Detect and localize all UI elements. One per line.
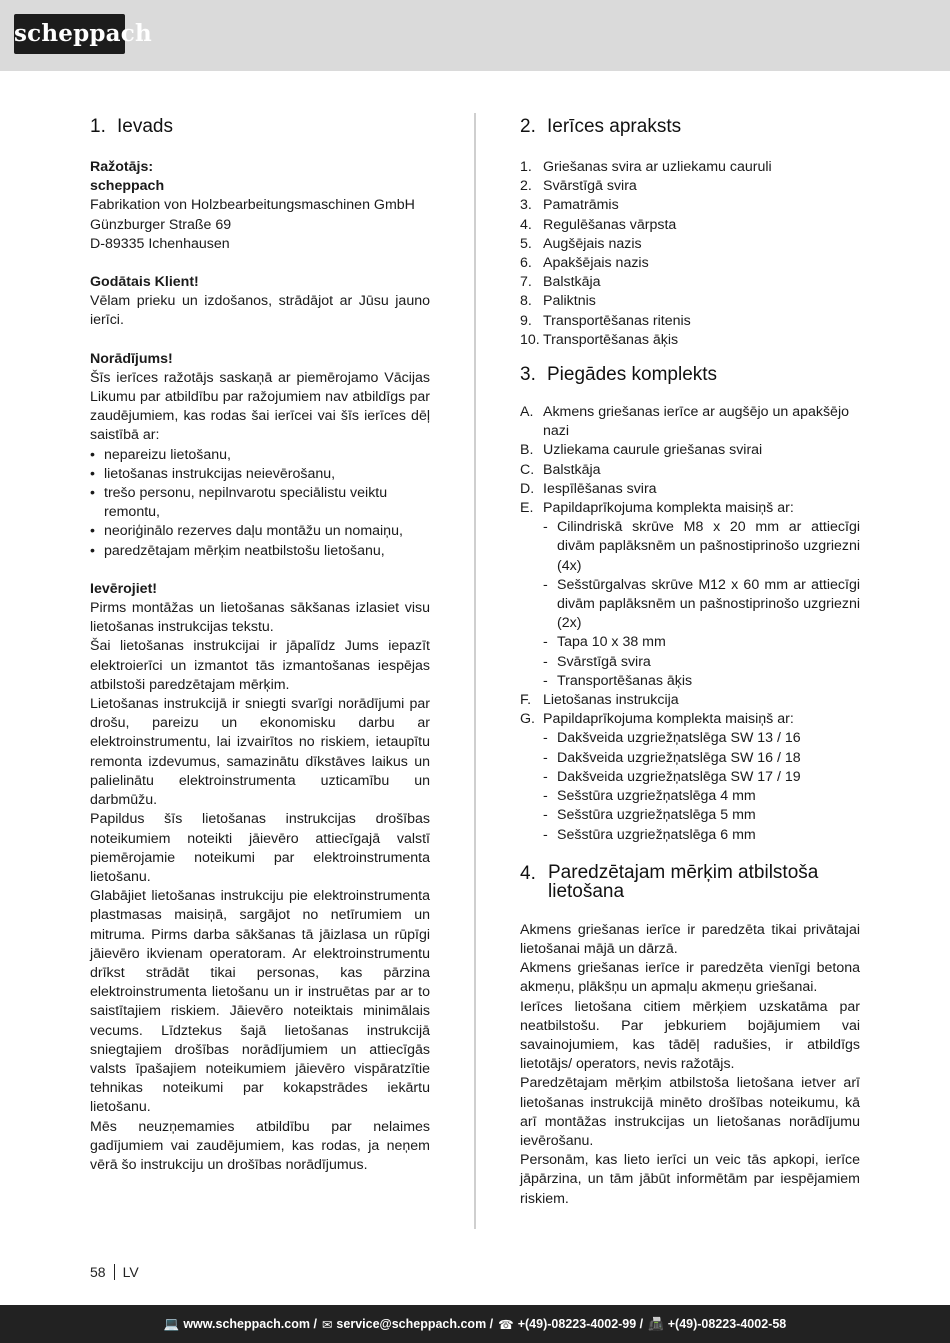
list-item: - Sešstūra uzgriežņatslēga 5 mm [543,807,756,824]
list-item: 1. Griešanas svira ar uzliekamu cauruli [520,159,772,175]
intended-use-paragraph: Akmens griešanas ierīce ir paredzēta vienīgi betona akmeņu, plākšņu un apmaļu akmeņu griešanai. [520,960,860,996]
phone-icon: ☎ [498,1317,514,1332]
greeting-label: Godātais Klient! [90,274,199,291]
intended-use-paragraph: Paredzētajam mērķim atbilstoša lietošana ietver arī lietošanas instrukcijā minēto drošības noteikumu, kā arī montāžas instrukcijas un lietošanas norādījumu ievērošanu. [520,1075,860,1149]
device-parts-list [520,158,860,350]
list-item: 3. Pamatrāmis [520,197,619,214]
list-item: 8. Paliktnis [520,293,596,310]
list-item: 7. Balstkāja [520,274,601,291]
list-item: 9. Transportēšanas ritenis [520,312,691,329]
list-item: • nepareizu lietošanu, [90,446,231,463]
list-item: 2. Svārstīgā svira [520,178,637,195]
list-item: D. Iespīlēšanas svira [520,480,657,497]
intended-use-paragraph: Akmens griešanas ierīce ir paredzēta tikai privātajai lietošanai mājā un dārzā. [520,921,860,957]
section-heading-delivery-scope: 3. Piegādes komplekts [520,364,718,386]
list-item: - Svārstīgā svira [543,653,651,670]
list-item: 6. Apakšējais nazis [520,255,649,272]
list-item: - Tapa 10 x 38 mm [543,634,666,651]
wrench-bag-list [543,729,860,844]
attention-paragraph: Glabājiet lietošanas instrukciju pie elektroinstrumenta plastmasas maisiņā, sargājot no netīrumiem un mitruma. Pirms darba sākšanas tā jāizlasa un rūpīgi jāievēro ikvienam operatoram. Ar elektroinstrumentu drīkst strādāt tikai personas, kas pārzina elektroinstrumenta lietošanu un ir instruētas par ar to saistītajiem riskiem. Jāievēro noteiktais minimālais vecums. Līdztekus šajā lietošanas instrukcijā sniegtajiem drošības norādījumiem un attiecīgās valsts īpašajiem noteikumiem jāievēro vispāratzītie tehnikas noteikumi par kokapstrādes iekārtu lietošanu. [90,888,430,1116]
attention-paragraph: Mēs neuzņemamies atbildību par nelaimes gadījumiem vai zaudējumiem, kas rodas, ja neņem vērā šo instrukciju un drošības norādījumus. [90,1118,430,1173]
left-column [90,116,430,1175]
list-item: - Cilindriskā skrūve M8 x 20 mm ar attiecīgi divām paplāksnēm un pašnostiprinošo uzgriezni (4x) [543,519,860,574]
list-item: • lietošanas instrukcijas neievērošanu, [90,465,336,482]
list-item: G. Papildaprīkojuma komplekta maisiņš ar: - Dakšveida uzgriežņatslēga SW 13 / 16 - Dakšveida uzgriežņatslēga SW 16 / 18 - Dakšveida uzgriežņatslēga SW 17 / 19 - Sešstūra uzgriežņatslēga 4 mm - Sešstūra uzgriežņatslēga 5 mm - Sešstūra uzgriežņatslēga 6 mm [520,710,860,844]
list-item: - Sešstūra uzgriežņatslēga 6 mm [543,826,756,843]
header-band [0,0,950,71]
list-item: - Sešstūrgalvas skrūve M12 x 60 mm ar attiecīgi divām paplāksnēm un pašnostiprinošo uzgriezni (2x) [543,576,860,632]
monitor-icon: 💻 [163,1316,180,1331]
delivery-list [520,403,860,845]
section-heading-intended-use: 4. Paredzētajam mērķim atbilstoša lietošana [520,861,819,902]
attention-label: Ievērojiet! [90,580,158,597]
attention-paragraph: Šai lietošanas instrukcijai ir jāpalīdz Jums iepazīt elektroierīci un izmantot tās izmantošanas iespējas atbilstoši paredzētajam mērķim. [90,638,430,693]
footer-website-link[interactable]: www.scheppach.com / [183,1317,317,1331]
liability-list [90,446,430,561]
list-item: A. Akmens griešanas ierīce ar augšējo un apakšējo nazi [520,404,849,440]
list-item: E. Papildaprīkojuma komplekta maisiņš ar: - Cilindriskā skrūve M8 x 20 mm ar attiecīgi divām paplāksnēm un pašnostiprinošo uzgriezni (4x) - Sešstūrgalvas skrūve M12 x 60 mm ar attiecīgi divām paplāksnēm un pašnostiprinošo uzgriezni (2x) - Tapa 10 x 38 mm - Svārstīgā svira - Transportēšanas āķis [520,499,860,691]
manufacturer-name: scheppach [90,178,165,195]
section-heading-introduction: 1. Ievads [90,116,173,137]
address-line: Fabrikation von Holzbearbeitungsmaschinen GmbH [90,197,415,214]
intended-use-paragraph: Ierīces lietošana citiem mērķiem uzskatāma par neatbilstošu. Par jebkuriem bojājumiem vai savainojumiem, kas tādēļ radušies, ir atbildīgs lietotājs/ operators, nevis ražotājs. [520,998,860,1073]
list-item: 10. Transportēšanas āķis [520,331,679,348]
address-line: D-89335 Ichenhausen [90,235,230,252]
column-divider [474,113,476,1229]
envelope-icon: ✉ [321,1317,333,1332]
list-item: 5. Augšējais nazis [520,235,642,252]
intended-use-paragraph: Personām, kas lieto ierīci un veic tās apkopi, ierīce jāpārzina, un tām jābūt informētām par iespējamiem riskiem. [520,1152,860,1207]
page-number: 58 LV [90,1264,139,1280]
attention-paragraph: Lietošanas instrukcijā ir sniegti svarīgi norādījumi par drošu, pareizu un ekonomisku darbu ar elektroinstrumentu, lai izvairītos no riskiem, ietaupītu remonta izdevumus, samazinātu dīkstāves laikus un palielinātu elektroinstrumenta uzticamību un darbmūžu. [90,696,430,809]
list-item: • paredzētajam mērķim neatbilstošu lietošanu, [90,542,385,559]
list-item: - Transportēšanas āķis [543,672,693,689]
list-item: • neoriģinālo rezerves daļu montāžu un nomaiņu, [90,523,403,540]
attention-paragraph: Papildus šīs lietošanas instrukcijas drošības noteikumiem noteikti jāievēro attiecīgajā valstī piemērojamie noteikumi par elektroinstrumenta lietošanu. [90,811,430,885]
scheppach-logo: scheppach [14,14,125,54]
attention-paragraph: Pirms montāžas un lietošanas sākšanas izlasiet visu lietošanas instrukcijas tekstu. [90,600,430,636]
footer-fax: +(49)-08223-4002-58 [667,1317,787,1331]
list-item: B. Uzliekama caurule griešanas svirai [520,442,763,459]
footer-phone: +(49)-08223-4002-99 / [517,1317,644,1331]
note-label: Norādījums! [90,350,173,367]
section-heading-device-description: 2. Ierīces apraksts [520,116,682,137]
footer-contact-bar [0,1305,950,1343]
list-item: - Dakšveida uzgriežņatslēga SW 13 / 16 [543,730,801,747]
fax-icon: 📠 [648,1316,664,1331]
list-item: F. Lietošanas instrukcija [520,692,679,709]
list-item: - Sešstūra uzgriežņatslēga 4 mm [543,788,756,805]
list-item: 4. Regulēšanas vārpsta [520,216,677,233]
footer-email-link[interactable]: service@scheppach.com / [336,1317,494,1331]
note-text: Šīs ierīces ražotājs saskaņā ar piemērojamo Vācijas Likumu par atbildību par ražojumiem nav atbildīgs par zaudējumiem, kas rodas šai ierīcei vai šīs ierīces dēļ saistībā ar: [90,369,430,444]
manufacturer-label: Ražotājs: [90,159,154,175]
list-item: - Dakšveida uzgriežņatslēga SW 16 / 18 [543,749,801,766]
right-column [520,116,860,1209]
list-item: - Dakšveida uzgriežņatslēga SW 17 / 19 [543,768,801,785]
address-line: Günzburger Straße 69 [90,216,232,233]
greeting-text: Vēlam prieku un izdošanos, strādājot ar Jūsu jauno ierīci. [90,293,430,329]
accessory-bag-list [543,518,860,691]
list-item: • trešo personu, nepilnvarotu speciālistu veiktu remontu, [90,485,388,521]
list-item: C. Balstkāja [520,461,601,478]
